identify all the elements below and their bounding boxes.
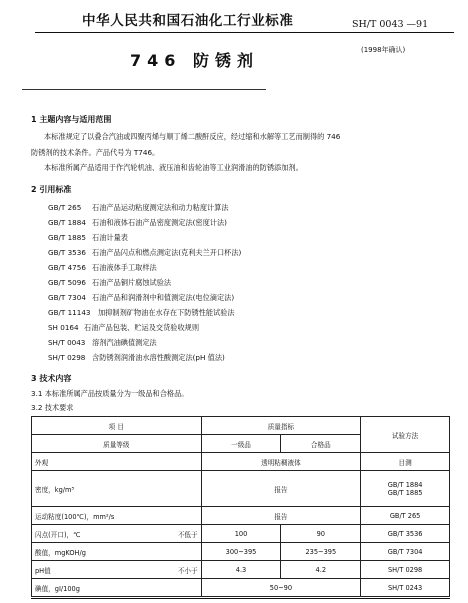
row-method: SH/T 0298 <box>361 561 450 579</box>
row-item: 密度，kg/m³ <box>32 471 202 507</box>
section-2-heading: 2 引用标准 <box>31 185 72 194</box>
row-first: 4.3 <box>201 561 281 579</box>
section-1-heading: 1 主题内容与适用范围 <box>31 115 112 124</box>
row-first: 100 <box>201 525 281 543</box>
row-qualified: 90 <box>281 525 361 543</box>
section-1-para-2: 本标准所属产品适用于作汽轮机油、液压油和齿轮油等工业润滑油的防锈添加剂。 <box>44 163 303 172</box>
reference-item: GB/T 1885 石油计量表 <box>48 233 128 242</box>
row-item: 酸值，mgKOH/g <box>32 543 202 561</box>
document-title: 746 防锈剂 <box>130 51 259 70</box>
confirmation-note: (1998年确认) <box>361 46 406 54</box>
table-row <box>32 561 450 579</box>
table-row <box>32 525 450 543</box>
table-header-method: 试验方法 <box>361 417 450 453</box>
spec-table <box>31 416 450 597</box>
table-row <box>32 543 450 561</box>
reference-item: GB/T 5096 石油产品铜片腐蚀试验法 <box>48 278 172 287</box>
reference-item: GB/T 3536 石油产品闪点和燃点测定法(克利夫兰开口杯法) <box>48 248 242 257</box>
standard-code: SH/T 0043 —91 <box>352 19 429 30</box>
table-header-qualified: 合格品 <box>281 435 361 453</box>
section-1-para-1a: 本标准规定了以叠合汽油或四聚丙烯与顺丁烯二酸酐反应，经过缩和水解等工艺而制得的 746 <box>44 132 341 141</box>
reference-item: GB/T 7304 石油产品和润滑剂中和值测定法(电位滴定法) <box>48 293 235 302</box>
reference-item: SH/T 0043 溶剂汽油碘值测定法 <box>48 338 157 347</box>
section-3-item-2: 3.2 技术要求 <box>31 403 74 412</box>
section-3-heading: 3 技术内容 <box>31 374 72 383</box>
row-method: 目测 <box>361 453 450 471</box>
reference-item: GB/T 265 石油产品运动粘度测定法和动力粘度计算法 <box>48 203 229 212</box>
organization-title: 中华人民共和国石油化工行业标准 <box>82 13 294 29</box>
section-3-item-1: 3.1 本标准所属产品按质量分为一级品和合格品。 <box>31 389 189 398</box>
row-item: 闪点(开口)，℃ 不低于 <box>32 525 202 543</box>
row-method: GB/T 3536 <box>361 525 450 543</box>
row-method: GB/T 7304 <box>361 543 450 561</box>
row-qualified: 235~395 <box>281 543 361 561</box>
row-item: 运动粘度(100℃)，mm²/s <box>32 507 202 525</box>
table-header-item: 项 目 <box>32 417 202 435</box>
reference-item: GB/T 4756 石油液体手工取样法 <box>48 263 157 272</box>
row-value: 50~90 <box>201 579 361 597</box>
reference-item: SH 0164 石油产品包装、贮运及交货验收规则 <box>48 323 200 332</box>
table-header-first: 一级品 <box>201 435 281 453</box>
row-item: pH值 不小于 <box>32 561 202 579</box>
row-item: 碘值，gI/100g <box>32 579 202 597</box>
row-first: 300~395 <box>201 543 281 561</box>
row-method: GB/T 265 <box>361 507 450 525</box>
row-value: 报告 <box>201 507 361 525</box>
top-divider <box>35 32 454 33</box>
section-1-para-1b: 防锈剂的技术条件。产品代号为 T746。 <box>31 148 160 157</box>
row-method: GB/T 1884 GB/T 1885 <box>361 471 450 507</box>
title-divider <box>22 89 266 90</box>
table-row <box>32 453 450 471</box>
reference-item: GB/T 1884 石油和液体石油产品密度测定法(密度计法) <box>48 218 227 227</box>
row-item: 外观 <box>32 453 202 471</box>
row-qualified: 4.2 <box>281 561 361 579</box>
reference-item: SH/T 0298 含防锈剂润滑油水溶性酸测定法(pH 值法) <box>48 353 225 362</box>
reference-item: GB/T 11143 加抑制剂矿物油在水存在下防锈性能试验法 <box>48 308 235 317</box>
table-header-quality: 质量指标 <box>201 417 361 435</box>
table-header-grade: 质量等级 <box>32 435 202 453</box>
table-row <box>32 507 450 525</box>
bottom-divider <box>31 598 450 599</box>
table-row <box>32 471 450 507</box>
row-value: 透明粘稠液体 <box>201 453 361 471</box>
row-value: 报告 <box>201 471 361 507</box>
row-method: SH/T 0243 <box>361 579 450 597</box>
table-row <box>32 579 450 597</box>
